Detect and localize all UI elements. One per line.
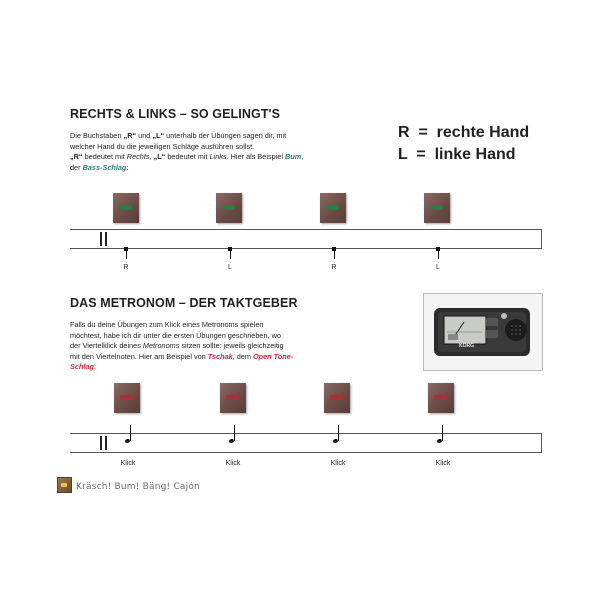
- paragraph-line: welcher Hand du die jeweiligen Schläge ausführen sollst.: [70, 141, 255, 151]
- repeat-barline: [105, 436, 107, 450]
- click-label: Klick: [120, 460, 136, 467]
- section-heading-rechts-links: RECHTS & LINKS – SO GELINGT'S: [70, 107, 281, 121]
- end-barline: [541, 229, 542, 249]
- footer-book-title: Kräsch! Bum! Bäng! Cajón: [76, 482, 200, 492]
- legend-right-hand: R = rechte Hand: [398, 124, 530, 141]
- click-label: Klick: [225, 460, 241, 467]
- open-tone-hit-mark: [226, 395, 239, 400]
- note-stem: [234, 425, 235, 441]
- bass-hit-mark: [222, 205, 235, 210]
- click-label: Klick: [330, 460, 346, 467]
- staff-line: [70, 248, 542, 249]
- cajon-illustration-bass: [216, 193, 242, 223]
- cajon-illustration-bass: [320, 193, 346, 223]
- repeat-barline: [100, 232, 102, 246]
- paragraph-line: Schlag:: [70, 362, 96, 372]
- paragraph-line: mit den Viertelnoten. Hier am Beispiel von Tschak, dem Open Tone-: [70, 351, 294, 361]
- paragraph-line: Die Buchstaben „R“ und „L“ unterhalb der Übungen sagen dir, mit: [70, 131, 287, 140]
- cajon-illustration-open-tone: [428, 383, 454, 413]
- end-barline: [541, 433, 542, 453]
- metronome-illustration: [424, 294, 542, 370]
- cajon-illustration-open-tone: [220, 383, 246, 413]
- staff-line: [70, 229, 542, 230]
- cajon-illustration-bass: [424, 193, 450, 223]
- open-tone-hit-mark: [120, 395, 133, 400]
- open-tone-hit-mark: [434, 395, 447, 400]
- note-stem: [438, 249, 439, 259]
- hand-label: R: [331, 264, 337, 271]
- paragraph-line: möchtest, habe ich dir unter die ersten Übungen geschrieben, wo: [70, 330, 281, 340]
- staff-line: [70, 433, 542, 434]
- metronome-brand-label: KORG: [459, 343, 474, 349]
- click-label: Klick: [435, 460, 451, 467]
- rhythm-staff-1: [70, 229, 542, 249]
- repeat-barline: [105, 232, 107, 246]
- note-stem: [334, 249, 335, 259]
- bass-hit-mark: [326, 205, 339, 210]
- note-stem: [230, 249, 231, 259]
- hand-label: L: [228, 264, 232, 271]
- paragraph-line: Falls du deine Übungen zum Klick eines Metronoms spielen: [70, 320, 264, 329]
- legend-left-hand: L = linke Hand: [398, 146, 516, 163]
- repeat-barline: [100, 436, 102, 450]
- note-stem: [126, 249, 127, 259]
- hand-label: R: [123, 264, 129, 271]
- section-heading-metronom: DAS METRONOM – DER TAKTGEBER: [70, 296, 298, 310]
- section-paragraph-rechts-links: [70, 131, 360, 173]
- metronome-photo: [423, 293, 543, 371]
- paragraph-line: „R“ bedeutet mit Rechts, „L“ bedeutet mit Links. Hier als Beispiel Bum,: [70, 152, 304, 162]
- note-stem: [338, 425, 339, 441]
- cajon-illustration-bass: [113, 193, 139, 223]
- staff-line: [70, 452, 542, 453]
- hand-label: L: [436, 264, 440, 271]
- cajon-illustration-open-tone: [114, 383, 140, 413]
- rhythm-staff-2: [70, 433, 542, 453]
- paragraph-line: der Bass-Schlag:: [70, 162, 129, 172]
- note-stem: [442, 425, 443, 441]
- paragraph-line: der Viertelklick deines Metronoms sitzen sollte: jeweils gleichzeitig: [70, 341, 284, 351]
- bass-hit-mark: [430, 205, 443, 210]
- bass-hit-mark: [119, 205, 132, 210]
- open-tone-hit-mark: [330, 395, 343, 400]
- note-stem: [130, 425, 131, 441]
- cajon-illustration-open-tone: [324, 383, 350, 413]
- section-paragraph-metronom: [70, 320, 370, 373]
- cajon-book-logo: [57, 477, 72, 493]
